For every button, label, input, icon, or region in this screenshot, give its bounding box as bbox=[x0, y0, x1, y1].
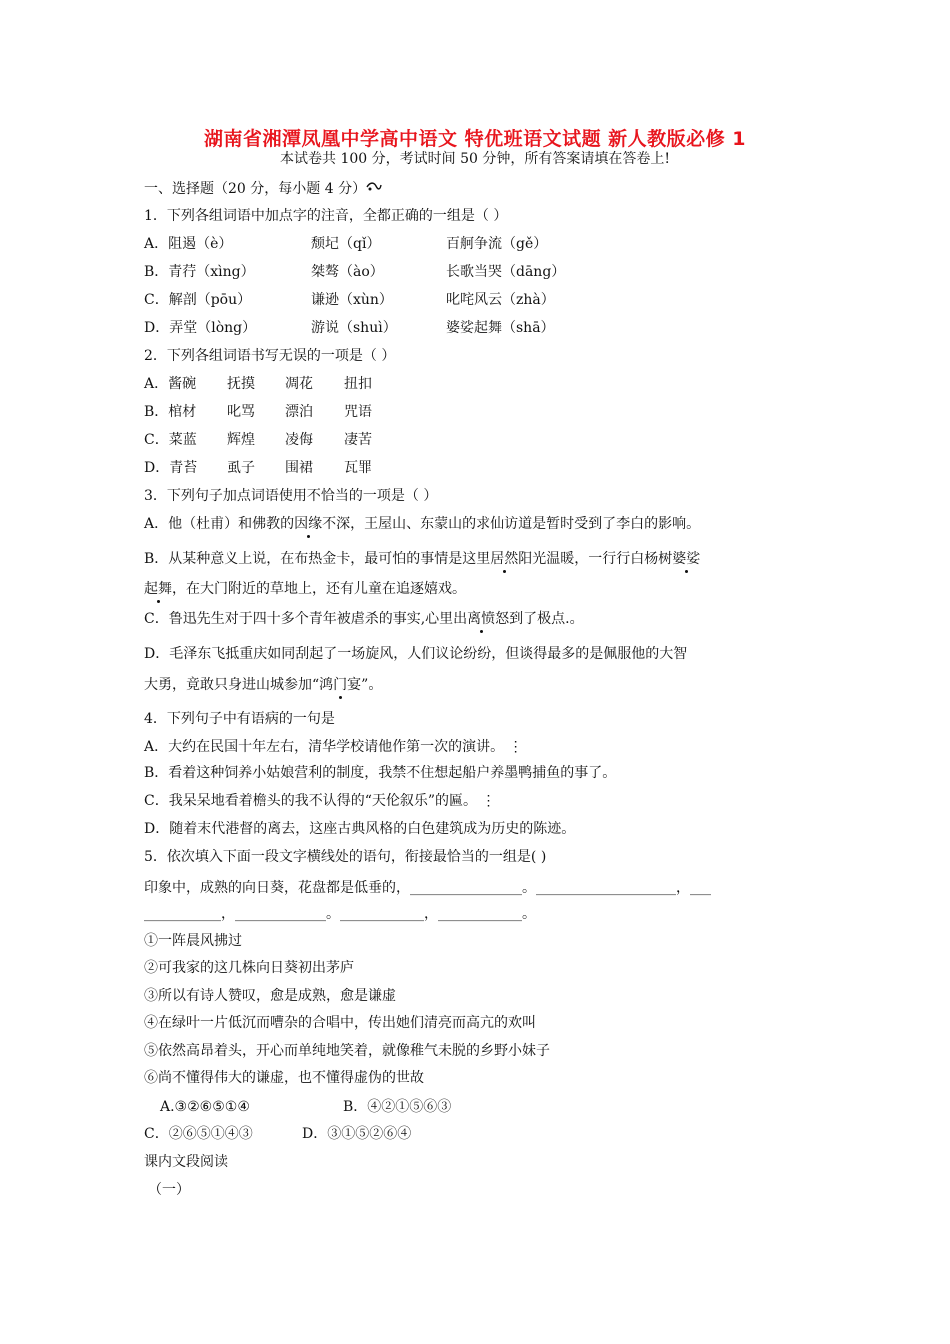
q4-option-a bbox=[144, 738, 523, 756]
q3-b-dotted-word-2: 婆娑 bbox=[672, 551, 701, 567]
q3-c-text-1: C．鲁迅先生对于四十多个青年被虐杀的事实,心里 bbox=[144, 611, 454, 627]
q3-a-dotted-word: 因缘 bbox=[294, 516, 323, 532]
q3-b-dotted-word-1: 居然 bbox=[490, 551, 519, 567]
q4-option-c bbox=[144, 792, 495, 810]
q2-option-c-word3: 凌侮 bbox=[285, 432, 313, 448]
q2-option-d-word4: 瓦罪 bbox=[344, 460, 372, 476]
section-heading-text: 一、选择题（20 分，每小题 4 分） bbox=[144, 181, 367, 197]
q2-option-d-word3: 围裙 bbox=[285, 460, 313, 476]
question-2-stem: 2．下列各组词语书写无误的一项是（ ） bbox=[144, 348, 396, 364]
q3-b-text-1: B．从某种意义上说，在布热金卡，最可怕的事情是这里 bbox=[144, 551, 491, 567]
q1-option-d: D．弄堂（lòng） bbox=[144, 320, 257, 336]
q5-choice-b: B．④②①⑤⑥③ bbox=[343, 1099, 452, 1115]
q5-item-5: ⑤依然高昂着头，开心而单纯地笑着，就像稚气未脱的乡野小妹子 bbox=[144, 1043, 550, 1059]
q2-option-a-word3: 凋花 bbox=[285, 376, 313, 392]
q5-choice-c: C．②⑥⑤①④③ bbox=[144, 1126, 253, 1142]
q2-option-c-word2: 辉煌 bbox=[227, 432, 255, 448]
q3-b-dotted-word-3: 起舞 bbox=[144, 581, 172, 597]
q3-option-a bbox=[144, 515, 700, 533]
question-3-stem: 3．下列句子加点词语使用不恰当的一项是（ ） bbox=[144, 488, 438, 504]
q3-d-dotted-word: 鸿门宴 bbox=[319, 677, 362, 693]
q3-a-text-1: A．他（杜甫）和佛教的 bbox=[144, 516, 295, 532]
q5-passage-line1: 印象中，成熟的向日葵，花盘都是低垂的，________________。____________________，___ bbox=[144, 880, 711, 896]
section-heading-reading: 课内文段阅读 bbox=[144, 1154, 228, 1170]
q4-c-mark: ⋮ bbox=[481, 793, 496, 809]
q5-item-3: ③所以有诗人赞叹，愈是成熟，愈是谦虚 bbox=[144, 988, 396, 1004]
q3-b-text-3: ，在大门附近的草地上，还有儿童在追逐嬉戏。 bbox=[172, 581, 466, 597]
q2-option-b-word3: 漂泊 bbox=[285, 404, 313, 420]
q5-item-1: ①一阵晨风拂过 bbox=[144, 933, 242, 949]
q3-option-c bbox=[144, 610, 584, 628]
q4-a-mark: ⋮ bbox=[508, 739, 523, 755]
q3-option-b-line2 bbox=[144, 580, 466, 598]
q2-option-b-word4: 咒语 bbox=[344, 404, 372, 420]
q3-b-text-2: 阳光温暖，一行行白杨树 bbox=[518, 551, 673, 567]
q1-option-d-word2: 游说（shuì） bbox=[311, 320, 397, 336]
question-1-stem: 1．下列各组词语中加点字的注音，全都正确的一组是（ ） bbox=[144, 208, 508, 224]
q3-d-text-2: ”。 bbox=[361, 677, 383, 693]
pen-icon bbox=[366, 180, 382, 198]
reading-part-1: （一） bbox=[148, 1182, 190, 1198]
q2-option-b: B．棺材 bbox=[144, 404, 197, 420]
q5-choice-d: D．③①⑤②⑥④ bbox=[302, 1126, 412, 1142]
q5-choice-a: A.③②⑥⑤①④ bbox=[160, 1099, 250, 1115]
q1-option-c: C．解剖（pōu） bbox=[144, 292, 252, 308]
q3-option-d-line2 bbox=[144, 676, 382, 694]
q2-option-a-word4: 扭扣 bbox=[344, 376, 372, 392]
q3-a-text-2: 不深，王屋山、东蒙山的求仙访道是暂时受到了李白的影响。 bbox=[322, 516, 701, 532]
q1-option-b-word2: 桀骜（ào） bbox=[311, 264, 384, 280]
q4-option-b: B．看着这种饲养小姑娘营利的制度，我禁不住想起船户养墨鸭捕鱼的事了。 bbox=[144, 765, 617, 781]
q2-option-c-word4: 凄苦 bbox=[344, 432, 372, 448]
q1-option-a-word2: 颓圮（qǐ） bbox=[311, 236, 381, 252]
q2-option-d-word2: 虱子 bbox=[227, 460, 255, 476]
q4-a-text: A．大约在民国十年左右，清华学校请他作第一次的演讲。 bbox=[144, 739, 505, 755]
q3-c-dotted-word: 出离愤怒 bbox=[453, 611, 510, 627]
q3-d-text-1: 大勇，竟敢只身进山城参加“ bbox=[144, 677, 320, 693]
q5-item-2: ②可我家的这几株向日葵初出茅庐 bbox=[144, 960, 354, 976]
q2-option-b-word2: 叱骂 bbox=[227, 404, 255, 420]
q5-item-4: ④在绿叶一片低沉而嘈杂的合唱中，传出她们清亮而高亢的欢叫 bbox=[144, 1015, 536, 1031]
q2-option-a-word2: 抚摸 bbox=[227, 376, 255, 392]
q5-passage-line2: ___________，_____________。____________，____________。 bbox=[144, 906, 536, 922]
question-5-stem: 5．依次填入下面一段文字横线处的语句，衔接最恰当的一组是( ) bbox=[144, 849, 547, 865]
q1-option-d-word3: 婆娑起舞（shā） bbox=[446, 320, 555, 336]
q1-option-a-word3: 百舸争流（gě） bbox=[446, 236, 548, 252]
q3-c-text-2: 到了极点.。 bbox=[509, 611, 584, 627]
q2-option-a: A．酱碗 bbox=[144, 376, 197, 392]
q5-item-6: ⑥尚不懂得伟大的谦虚，也不懂得虚伪的世故 bbox=[144, 1070, 424, 1086]
q4-c-text: C．我呆呆地看着檐头的我不认得的“天伦叙乐”的匾。 bbox=[144, 793, 478, 809]
q3-option-b-line1 bbox=[144, 550, 700, 568]
q1-option-c-word2: 谦逊（xùn） bbox=[311, 292, 393, 308]
q4-option-d: D．随着末代港督的离去，这座古典风格的白色建筑成为历史的陈迹。 bbox=[144, 821, 576, 837]
q2-option-c: C．菜蓝 bbox=[144, 432, 197, 448]
exam-instructions: 本试卷共 100 分，考试时间 50 分钟，所有答案请填在答卷上! bbox=[280, 151, 670, 167]
question-4-stem: 4．下列句子中有语病的一句是 bbox=[144, 711, 335, 727]
q1-option-b: B．青荇（xìng） bbox=[144, 264, 255, 280]
exam-title: 湖南省湘潭凤凰中学高中语文 特优班语文试题 新人教版必修 1 bbox=[203, 128, 747, 150]
q2-option-d: D．青苔 bbox=[144, 460, 198, 476]
q1-option-b-word3: 长歌当哭（dāng） bbox=[446, 264, 566, 280]
q1-option-c-word3: 叱咤风云（zhà） bbox=[446, 292, 555, 308]
section-heading-choice bbox=[144, 180, 382, 198]
q3-option-d-line1: D．毛泽东飞抵重庆如同刮起了一场旋风，人们议论纷纷，但谈得最多的是佩服他的大智 bbox=[144, 646, 688, 662]
q1-option-a: A．阻遏（è） bbox=[144, 236, 233, 252]
